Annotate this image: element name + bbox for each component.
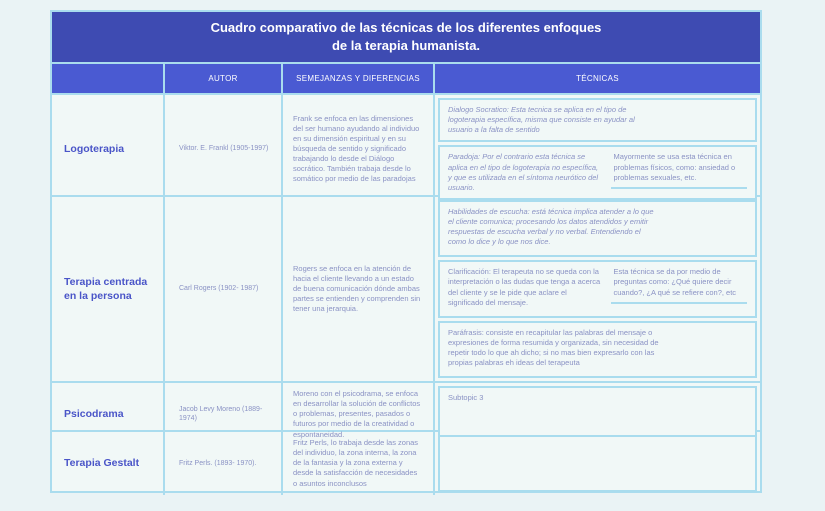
technique-note: Esta técnica se da por medio de preguntas como: ¿Qué quiere decir cuando?, ¿A qué se refiere con?, etc xyxy=(611,267,747,303)
technique-text: Paráfrasis: consiste en recapitular las palabras del mensaje o expresiones de forma resumida y organizada, sin necesidad de repetir todo lo que ah dicho; si no mas bien expresarlo con las propias palabras eh ideas del terapeuta xyxy=(448,327,659,368)
technique-text: Dialogo Socratico: Esta tecnica se aplica en el tipo de logoterapia específica, misma que consiste en ayudar al usuario a la falta de sentido xyxy=(448,105,635,135)
similarities-cell: Frank se enfoca en las dimensiones del ser humano ayudando al individuo en su dimensión espiritual y en su búsqueda de sentido y significado trabajando lo desde el Diálogo socrático. También trabaja desde lo somático por medio de las paradojas xyxy=(283,95,435,203)
header-cell-techniques: TÉCNICAS xyxy=(576,74,619,83)
table-row xyxy=(52,197,760,383)
row-label: Psicodrama xyxy=(52,383,165,446)
techniques-cell xyxy=(435,432,760,495)
author-cell: Carl Rogers (1902- 1987) xyxy=(165,197,283,381)
header-cell-author: AUTOR xyxy=(165,64,283,93)
header-cell-similarities: SEMEJANZAS Y DIFERENCIAS xyxy=(283,64,435,93)
similarities-cell: Rogers se enfoca en la atención de hacia el cliente llevando a un estado de buena comunicación dónde ambas partes se entienden y comprenden sin tener una jerarquia. xyxy=(283,197,435,381)
comparison-table xyxy=(50,10,762,493)
technique-text: Habilidades de escucha: está técnica implica atender a lo que el cliente comunica; procesando los datos atendidos y emitir respuestas de escucha verbal y no verbal. Entendiendo el como lo dice y lo que nos dice. xyxy=(448,207,654,247)
header-cell-blank xyxy=(52,64,165,93)
row-label: Logoterapia xyxy=(52,95,165,203)
technique-box xyxy=(438,260,757,317)
table-title-text: Cuadro comparativo de las técnicas de los diferentes enfoques de la terapia humanista. xyxy=(210,20,602,53)
author-cell: Fritz Perls. (1893- 1970). xyxy=(165,432,283,495)
row-label: Terapia Gestalt xyxy=(52,432,165,495)
technique-box xyxy=(438,321,757,378)
row-label: Terapia centrada en la persona xyxy=(52,197,165,381)
technique-box-empty xyxy=(438,435,757,492)
table-row xyxy=(52,383,760,439)
similarities-cell: Fritz Perls, lo trabaja desde las zonas del individuo, la zona interna, la zona de la fantasia y la zona externa y desde la satisfacción de necesidades o asuntos inconclusos xyxy=(283,432,435,495)
techniques-cell xyxy=(435,95,760,203)
technique-box xyxy=(438,98,757,142)
technique-note: Mayormente se usa esta técnica en problemas físicos, como: ansiedad o problemas sexuales, etc. xyxy=(611,152,747,188)
table-row xyxy=(52,95,760,197)
technique-text: Subtopic 3 xyxy=(448,393,484,402)
technique-box xyxy=(438,200,757,257)
technique-text: Clarificación: El terapeuta no se queda con la interpretación o las dudas que tenga a acerca del cliente y se le pide que aclare el significado del mensaje. xyxy=(448,267,601,307)
table-row xyxy=(52,432,760,491)
author-cell: Jacob Levy Moreno (1889- 1974) xyxy=(165,383,283,446)
author-cell: Viktor. E. Frankl (1905-1997) xyxy=(165,95,283,203)
header-row xyxy=(52,64,760,95)
techniques-cell xyxy=(435,197,760,381)
table-title xyxy=(52,12,760,64)
similarities-cell: Moreno con el psicodrama, se enfoca en desarrollar la solución de conflictos o problemas, presentes, pasados o futuros por medio de la creatividad o espontaneidad. xyxy=(283,383,435,446)
technique-box xyxy=(438,145,757,200)
technique-text: Paradoja: Por el contrario esta técnica se aplica en el tipo de logoterapia no específica, y que es utilizada en el síntoma neurótico del usuario. xyxy=(448,152,599,192)
